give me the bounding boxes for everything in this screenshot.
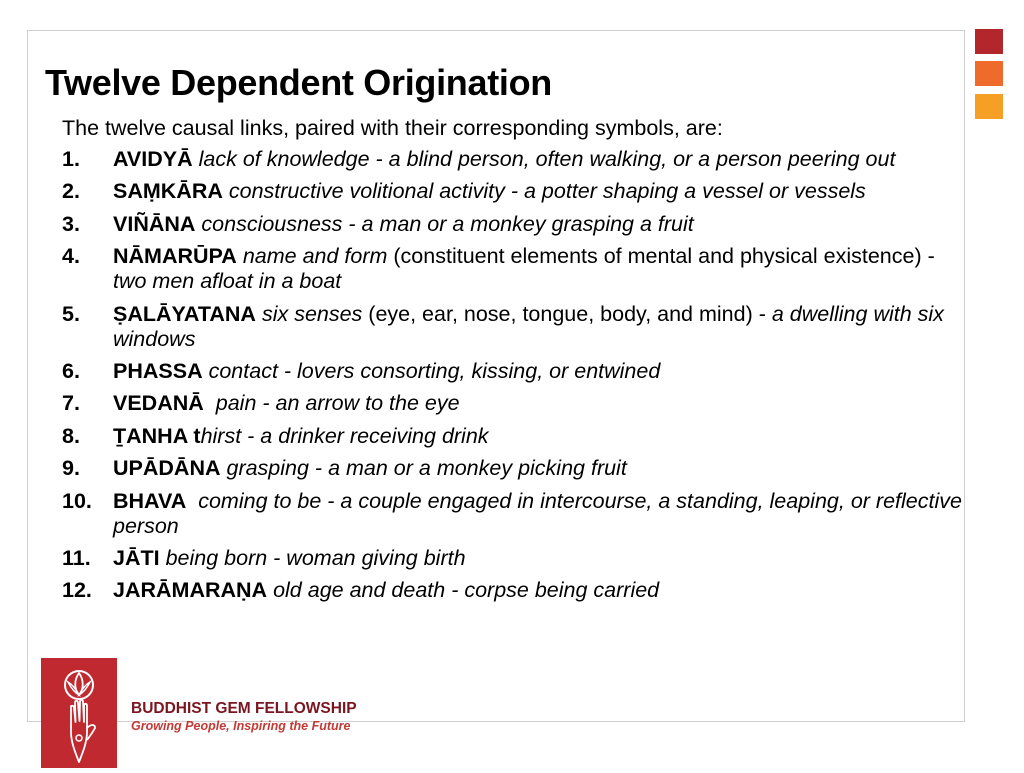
item-description: six senses [261,301,363,326]
item-term: VEDANĀ [113,391,204,416]
list-item [62,302,968,352]
item-term: BHAVA [113,488,187,513]
item-number: 3. [62,211,80,236]
item-plain-text: (eye, ear, nose, tongue, body, and mind) - [362,301,772,326]
item-separator [186,489,198,513]
item-symbol: a dwelling with six windows [113,301,944,351]
accent-square-orange [975,61,1003,86]
item-term: SAṂKĀRA [113,179,223,204]
item-description: pain - an arrow to the eye [215,391,460,416]
list-item [62,212,968,237]
item-plain-text: (constituent elements of mental and physical existence) - [387,244,935,269]
list-item [62,424,968,449]
accent-square-amber [975,94,1003,119]
item-term: NĀMARŪPA [113,244,237,269]
item-number: 10. [62,488,92,513]
item-term: JARĀMARAṆA [113,578,268,603]
item-term: PHASSA [113,358,203,383]
item-symbol: two men afloat in a boat [113,269,342,294]
item-separator [204,391,216,415]
item-term: VIÑĀNA [113,211,196,236]
list-item [62,391,968,416]
slide-title: Twelve Dependent Origination [45,62,552,103]
list-item [62,244,968,294]
item-description: coming to be - a couple engaged in intercourse, a standing, leaping, or reflective person [113,488,962,538]
item-number: 1. [62,147,80,171]
logo-graphic [41,658,117,768]
item-number: 4. [62,244,80,269]
item-description: hirst - a drinker receiving drink [200,423,489,448]
list-item [62,179,968,204]
item-description: grasping - a man or a monkey picking fruit [226,456,627,481]
item-number: 8. [62,423,80,448]
item-description: name and form [242,244,388,269]
item-number: 7. [62,391,80,416]
list-item [62,489,968,539]
item-description: lack of knowledge - a blind person, often walking, or a person peering out [198,147,896,171]
item-number: 5. [62,301,80,326]
item-description: being born - woman giving birth [165,545,466,570]
item-term: JĀTI [113,545,160,570]
causal-links-list [62,147,968,611]
brand-tagline: Growing People, Inspiring the Future [131,719,351,733]
accent-square-red [975,29,1003,54]
item-number: 6. [62,358,80,383]
list-item [62,359,968,384]
list-item [62,456,968,481]
list-item [62,546,968,571]
item-description: old age and death - corpse being carried [273,578,660,603]
brand-block [131,700,357,734]
brand-name: BUDDHIST GEM FELLOWSHIP [131,700,357,717]
item-number: 9. [62,456,80,481]
item-number: 12. [62,578,92,603]
list-item [62,147,968,172]
item-description: consciousness - a man or a monkey grasping a fruit [201,211,694,236]
item-description: contact - lovers consorting, kissing, or entwined [208,358,661,383]
item-term: UPĀDĀNA [113,456,221,481]
item-term: AVIDYĀ [113,147,193,171]
item-number: 11. [62,545,91,570]
list-item [62,578,968,603]
item-number: 2. [62,179,80,204]
intro-text: The twelve causal links, paired with their corresponding symbols, are: [62,116,723,140]
lotus-hand-logo-icon [41,658,117,768]
item-term: ṢALĀYATANA [113,301,256,326]
item-term: ṮANHA t [113,423,201,448]
item-description: constructive volitional activity - a potter shaping a vessel or vessels [228,179,866,204]
